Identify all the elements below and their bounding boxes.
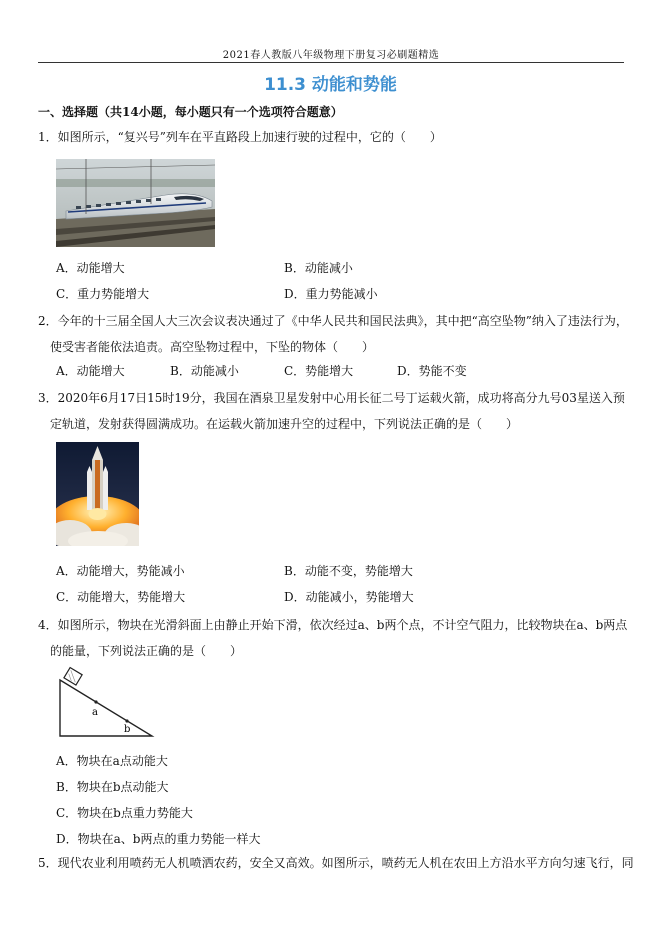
- question-1-text: 1．如图所示，“复兴号”列车在平直路段上加速行驶的过程中，它的（ ）: [38, 130, 442, 144]
- q2-option-a: A．动能增大: [56, 364, 125, 378]
- question-2-line-1: 2．今年的十三届全国人大三次会议表决通过了《中华人民共和国民法典》，其中把“高空坠物”纳入了违法行为，: [38, 314, 628, 328]
- page-header: 2021春人教版八年级物理下册复习必刷题精选: [222, 50, 440, 61]
- question-5: [38, 850, 634, 876]
- header-divider: [38, 62, 624, 63]
- q2-option-d: D．势能不变: [397, 364, 467, 378]
- q3-option-b: B．动能不变，势能增大: [284, 564, 413, 578]
- question-3-line-1: 3．2020年6月17日15时19分，我国在酒泉卫星发射中心用长征二号丁运载火箭，成功将高分九号03星送入预: [38, 391, 625, 405]
- q1-option-d: D．重力势能减小: [284, 287, 378, 301]
- question-4-line-1: 4．如图所示，物块在光滑斜面上由静止开始下滑，依次经过a、b两个点，不计空气阻力，比较物块在a、b两点: [38, 618, 628, 632]
- q2-option-b: B．动能减小: [170, 364, 239, 378]
- q4-option-d: D．物块在a、b两点的重力势能一样大: [56, 832, 261, 846]
- q1-option-a: A．动能增大: [56, 261, 125, 275]
- point-a-label: a: [92, 707, 98, 718]
- question-3: [38, 385, 624, 437]
- question-3-line-2: 定轨道，发射获得圆满成功。在运载火箭加速升空的过程中，下列说法正确的是（ ）: [50, 417, 519, 431]
- point-b-label: b: [124, 724, 131, 735]
- section-heading: 一、选择题（共14小题，每小题只有一个选项符合题意）: [38, 105, 343, 119]
- q1-option-c: C．重力势能增大: [56, 287, 150, 301]
- page-title: 11.3 动能和势能: [264, 75, 397, 95]
- question-5-line-1: 5．现代农业利用喷药无人机喷洒农药，安全又高效。如图所示，喷药无人机在农田上方沿水平方向匀速飞行，同: [38, 856, 634, 870]
- question-4: [38, 612, 628, 664]
- question-1: [38, 124, 624, 150]
- train-image: [56, 159, 215, 247]
- q1-option-b: B．动能减小: [284, 261, 353, 275]
- q2-option-c: C．势能增大: [284, 364, 354, 378]
- question-4-line-2: 的能量，下列说法正确的是（ ）: [50, 644, 243, 658]
- q4-option-b: B．物块在b点动能大: [56, 780, 169, 794]
- q3-option-a: A．动能增大，势能减小: [56, 564, 185, 578]
- q3-option-c: C．动能增大，势能增大: [56, 590, 186, 604]
- q4-option-a: A．物块在a点动能大: [56, 754, 168, 768]
- incline-diagram: [56, 666, 156, 738]
- q3-option-d: D．动能减小，势能增大: [284, 590, 414, 604]
- question-2-line-2: 使受害者能依法追责。高空坠物过程中，下坠的物体（ ）: [50, 340, 375, 354]
- rocket-image: [56, 442, 139, 546]
- q4-option-c: C．物块在b点重力势能大: [56, 806, 193, 820]
- question-2: [38, 308, 628, 360]
